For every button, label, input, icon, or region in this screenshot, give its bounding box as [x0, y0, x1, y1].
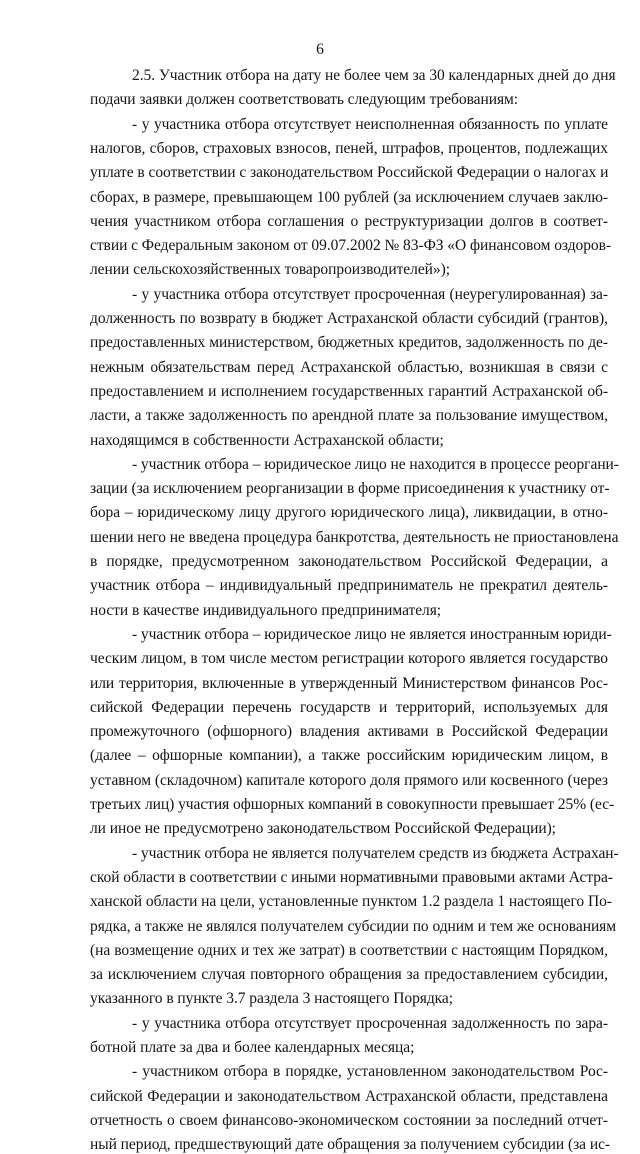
text-line: долженность по возврату в бюджет Астраханской области субсидий (грантов), [90, 310, 608, 327]
text-line: ческим лицом, в том числе местом регистрации которого является государство [90, 650, 608, 668]
text-line: ности в качестве индивидуального предпринимателя; [90, 601, 442, 619]
text-line: - у участника отбора отсутствует просроченная задолженность по зара- [132, 1014, 608, 1032]
text-line: третьих лиц) участия офшорных компаний в совокупности превышает 25% (ес- [90, 796, 615, 813]
text-line: лении сельскохозяйственных товаропроизводителей»); [90, 261, 450, 279]
text-line: зации (за исключением реорганизации в форме присоединения к участнику от- [90, 480, 610, 498]
text-line: - участником отбора в порядке, установленном законодательством Рос- [132, 1063, 608, 1081]
text-line: налогов, сборов, страховых взносов, пеней, штрафов, процентов, подлежащих [90, 139, 608, 157]
text-line: нежным обязательствам перед Астраханской областью, возникшая в связи с [90, 358, 608, 376]
text-line: - у участника отбора отсутствует просроченная (неурегулированная) за- [132, 285, 608, 303]
text-line: уплате в соответствии с законодательством Российской Федерации о налогах и [90, 164, 609, 182]
text-line: предоставленных министерством, бюджетных кредитов, задолженность по де- [90, 334, 608, 352]
text-line: подачи заявки должен соответствовать следующим требованиям: [90, 91, 519, 109]
text-line: бора – юридическому лицу другого юридического лица), ликвидации, в отно- [90, 504, 608, 522]
text-line: ботной плате за два и более календарных месяца; [90, 1039, 415, 1056]
text-line: (на возмещение одних и тех же затрат) в соответствии с настоящим Порядком, [90, 941, 608, 959]
text-line: предоставлением и исполнением государственных гарантий Астраханской об- [90, 382, 608, 400]
text-line: (далее – офшорные компании), а также российским юридическим лицом, в [90, 747, 608, 765]
text-line: рядка, а также не являлся получателем субсидии по одним и тем же основаниям [90, 917, 617, 935]
text-line: сийской Федерации перечень государств и территорий, используемых для [90, 698, 608, 716]
text-line: отчетность о своем финансово-экономическом состоянии за последний отчет- [90, 1111, 608, 1129]
text-line: 2.5. Участник отбора на дату не более чем за 30 календарных дней до дня [132, 67, 616, 84]
text-line: шении него не введена процедура банкротства, деятельность не приостановлена [90, 528, 619, 546]
page-number: 6 [316, 41, 324, 58]
text-line: чения участником отбора соглашения о реструктуризации долгов в соответ- [90, 212, 608, 230]
text-line: сийской Федерации и законодательством Астраханской области, представлена [90, 1087, 608, 1105]
text-line: находящимся в собственности Астраханской области; [90, 431, 444, 449]
text-line: ли иное не предусмотрено законодательством Российской Федерации); [90, 820, 556, 838]
text-line: участник отбора – индивидуальный предприниматель не прекратил деятель- [90, 577, 608, 595]
text-line: за исключением случая повторного обращения за предоставлением субсидии, [90, 966, 608, 984]
text-line: - участник отбора не является получателем средств из бюджета Астрахан- [132, 844, 619, 862]
text-line: ный период, предшествующий дате обращения за получением субсидии (за ис- [90, 1136, 611, 1154]
text-line: ханской области на цели, установленные пунктом 1.2 раздела 1 настоящего По- [90, 893, 612, 911]
text-line: - у участника отбора отсутствует неисполненная обязанность по уплате [132, 115, 608, 133]
text-line: - участник отбора – юридическое лицо не является иностранным юриди- [132, 625, 612, 643]
text-line: промежуточного (офшорного) владения активами в Российской Федерации [90, 723, 608, 741]
text-line: в порядке, предусмотренном законодательством Российской Федерации, а [90, 553, 608, 570]
text-line: ской области в соответствии с иными нормативными правовыми актами Астра- [90, 868, 613, 886]
text-line: или территория, включенные в утвержденный Министерством финансов Рос- [90, 674, 608, 692]
text-line: уставном (складочном) капитале которого доля прямого или косвенного (через [90, 771, 608, 789]
text-line: указанного в пункте 3.7 раздела 3 настоящего Порядка; [90, 990, 454, 1008]
text-line: ласти, а также задолженность по арендной плате за пользование имуществом, [90, 407, 608, 425]
text-line: сборах, в размере, превышающем 100 рублей (за исключением случаев заклю- [90, 188, 608, 206]
text-line: ствии с Федеральным законом от 09.07.2002 № 83-ФЗ «О финансовом оздоров- [90, 237, 612, 255]
text-line: - участник отбора – юридическое лицо не находится в процессе реоргани- [132, 455, 619, 473]
